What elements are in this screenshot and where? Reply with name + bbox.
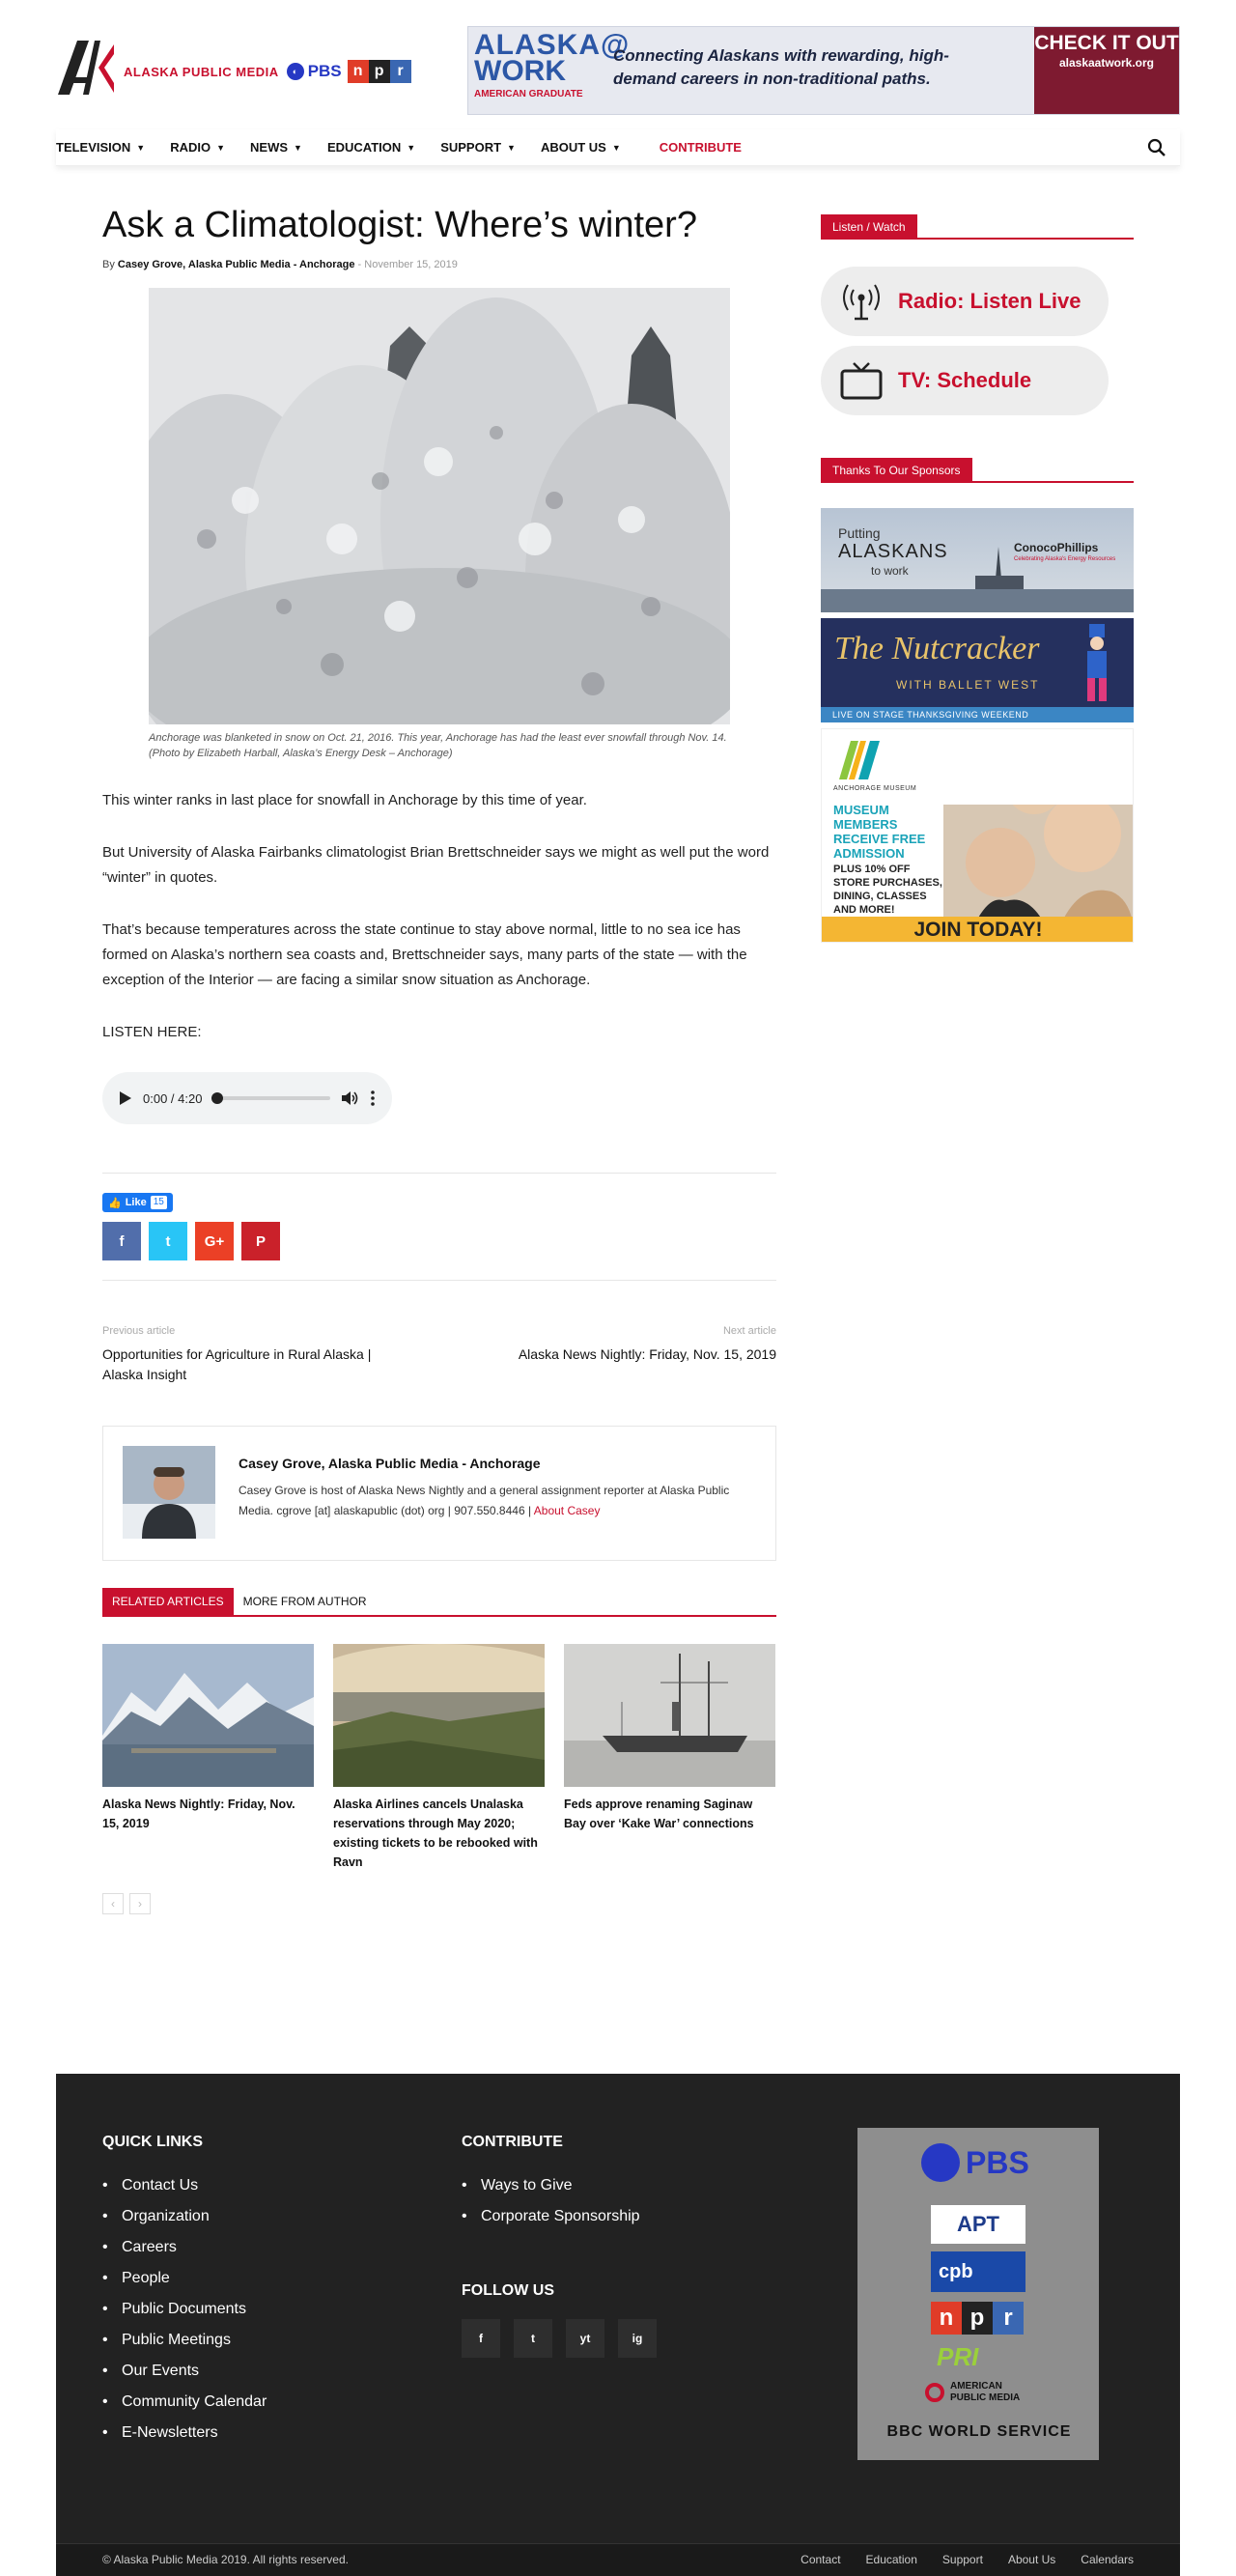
author-bio: Casey Grove is host of Alaska News Nightly and a general assignment reporter at Alaska Public Media. cgrove [at] alaskapublic (dot) org | 907.550.8446 | About Casey [239,1484,730,1517]
banner-brand: ALASKA@ WORK AMERICAN GRADUATE [474,29,631,99]
logo-wordmark: ALASKA PUBLIC MEDIA [124,64,279,79]
like-count: 15 [151,1196,167,1209]
related-pagination [102,1893,776,1914]
search-icon[interactable] [1147,138,1166,157]
listen-watch-heading: Listen / Watch [821,214,1134,240]
chevron-down-icon: ▼ [136,142,146,153]
facebook-like-button[interactable]: 👍 Like 15 [102,1193,173,1212]
listen-here-label: LISTEN HERE: [102,1024,202,1040]
banner-cta[interactable]: CHECK IT OUT alaskaatwork.org [1034,27,1179,115]
header-ad-banner[interactable] [467,26,1180,115]
related-article-title[interactable]: Alaska Airlines cancels Unalaska reservations through May 2020; existing tickets to be rebooked with Ravn [333,1798,538,1869]
pri-partner-logo[interactable]: PRI [937,2342,979,2371]
radio-antenna-icon [840,282,883,321]
footer-contribute [462,2134,657,2358]
related-articles [102,1644,776,1872]
author-name[interactable]: Casey Grove, Alaska Public Media - Anchorage [239,1456,541,1471]
tab-related-articles[interactable]: RELATED ARTICLES [102,1588,234,1615]
footer-link-people[interactable]: • People [102,2263,267,2294]
related-tabs [102,1590,776,1617]
pbs-logo: ◐ PBS [287,62,342,81]
article-title: Ask a Climatologist: Where’s winter? [102,205,697,245]
previous-article-link[interactable]: Opportunities for Agriculture in Rural Alaska | Alaska Insight [102,1346,372,1382]
bbc-partner-logo[interactable]: BBC WORLD SERVICE [886,2423,1072,2440]
related-article-title[interactable]: Alaska News Nightly: Friday, Nov. 15, 2019 [102,1798,295,1830]
related-thumbnail-mountains[interactable] [102,1644,314,1787]
nutcracker-figure-illustration [1068,620,1126,707]
more-options-icon[interactable] [371,1090,375,1106]
chevron-down-icon: ▼ [294,142,302,153]
google-plus-share-button[interactable]: G+ [195,1222,234,1260]
facebook-icon[interactable]: f [462,2319,500,2358]
partner-logos [857,2128,1099,2460]
chevron-down-icon: ▼ [407,142,416,153]
footer-bottom-links [801,2553,1134,2566]
sponsor-ad-anchorage-museum[interactable]: ANCHORAGE MUSEUM MUSEUM MEMBERS RECEIVE FREE ADMISSION PLUS 10% OFF STORE PURCHASES, DINING, CLASSES AND MORE! JOIN TODAY! [821,728,1134,943]
apm-circle-icon [925,2383,944,2402]
volume-icon[interactable] [342,1090,359,1106]
author-avatar[interactable] [123,1446,215,1539]
npr-partner-logo[interactable]: n p r [931,2302,1024,2335]
pinterest-share-button[interactable]: P [241,1222,280,1260]
share-section [102,1174,776,1260]
related-article-title[interactable]: Feds approve renaming Saginaw Bay over ‘Kake War’ connections [564,1798,754,1830]
play-icon[interactable] [120,1091,131,1105]
next-article[interactable]: Next article Alaska News Nightly: Friday, Nov. 15, 2019 [467,1325,776,1385]
related-thumbnail-ship[interactable] [564,1644,775,1787]
main-nav [56,129,1180,166]
ak-logo-mark [56,39,116,97]
sponsor-ad-conocophillips[interactable]: Putting ALASKANS to work ConocoPhillips Celebrating Alaska's Energy Resources [821,508,1134,612]
audio-time: 0:00 / 4:20 [143,1090,203,1106]
site-footer [56,2074,1180,2576]
chevron-down-icon: ▼ [611,142,621,153]
nav-contribute[interactable]: CONTRIBUTE [659,140,742,155]
article-paragraph: That’s because temperatures across the state continue to stay above normal, little to no sea ice has formed on Alaska’s northern sea coasts and, Brettschneider says, many parts of the state — with the exception of the Interior — are facing a similar snow situation as Anchorage. [102,921,747,988]
bottom-link-education[interactable]: Education [865,2553,917,2566]
audio-seek-slider[interactable] [213,1096,330,1100]
youtube-icon[interactable]: yt [566,2319,604,2358]
image-caption: Anchorage was blanketed in snow on Oct. 21, 2016. This year, Anchorage has had the least ever snowfall through Nov. 14. (Photo by Elizabeth Harball, Alaska’s Energy Desk – Anchorage) [149,732,727,759]
article-navigation [102,1281,776,1385]
about-author-link[interactable]: About Casey [533,1504,601,1517]
apm-partner-logo[interactable]: AMERICAN PUBLIC MEDIA [925,2381,1037,2404]
article-paragraph: But University of Alaska Fairbanks climatologist Brian Brettschneider says we might as well put the word “winter” in quotes. [102,844,770,886]
audio-player [102,1072,392,1124]
anchorage-museum-logo [837,737,882,781]
sidebar [821,214,1134,943]
next-page-button[interactable]: › [129,1893,151,1914]
article-paragraph: This winter ranks in last place for snowfall in Anchorage by this time of year. [102,792,587,808]
pbs-head-icon [921,2143,960,2182]
sponsors-heading: Thanks To Our Sponsors [821,458,1134,483]
instagram-icon[interactable]: ig [618,2319,657,2358]
radio-listen-live-button[interactable]: Radio: Listen Live [821,267,1109,336]
publish-date: November 15, 2019 [364,259,458,270]
copyright: © Alaska Public Media 2019. All rights reserved. [102,2553,349,2566]
tab-more-from-author[interactable]: MORE FROM AUTHOR [242,1595,367,1608]
footer-link-organization[interactable]: • Organization [102,2201,267,2232]
prev-page-button[interactable]: ‹ [102,1893,124,1914]
related-article-card[interactable] [102,1644,314,1872]
byline-author[interactable]: Casey Grove, Alaska Public Media - Anchorage [117,259,355,270]
npr-logo: n p r [348,60,411,83]
pbs-head-icon: ◐ [287,63,304,80]
sponsor-ad-nutcracker[interactable]: The Nutcracker WITH BALLET WEST LIVE ON STAGE THANKSGIVING WEEKEND [821,618,1134,722]
bottom-link-contact[interactable]: Contact [801,2553,841,2566]
nav-about-us[interactable]: ABOUT US ▼ [540,140,621,155]
footer-link-public-meetings[interactable]: • Public Meetings [102,2325,267,2356]
nav-news[interactable]: NEWS ▼ [250,140,302,155]
footer-bottom-bar [56,2543,1180,2576]
cpb-partner-logo[interactable]: cpb [931,2251,1025,2292]
related-thumbnail-unalaska[interactable] [333,1644,545,1787]
quick-links-heading: QUICK LINKS [102,2134,203,2150]
footer-link-ways-to-give[interactable]: • Ways to Give [462,2170,657,2201]
seek-knob[interactable] [211,1092,223,1104]
related-article-card[interactable] [564,1644,775,1872]
article [102,203,776,1914]
bottom-link-about-us[interactable]: About Us [1007,2553,1056,2566]
tv-schedule-button[interactable]: TV: Schedule [821,346,1109,415]
chevron-down-icon: ▼ [507,142,516,153]
bottom-link-support[interactable]: Support [941,2553,983,2566]
twitter-icon[interactable]: t [514,2319,552,2358]
footer-link-community-calendar[interactable]: • Community Calendar [102,2387,267,2418]
footer-link-e-newsletters[interactable]: • E-Newsletters [102,2418,267,2449]
footer-link-public-documents[interactable]: • Public Documents [102,2294,267,2325]
next-article-link[interactable]: Alaska News Nightly: Friday, Nov. 15, 2019 [518,1346,776,1362]
apt-partner-logo[interactable]: APT [931,2205,1025,2244]
tv-icon [840,361,883,400]
author-box [102,1426,776,1561]
footer-link-our-events[interactable]: • Our Events [102,2356,267,2387]
related-article-card[interactable] [333,1644,545,1872]
social-share-buttons [102,1222,776,1260]
pbs-partner-logo[interactable]: PBS [921,2143,1029,2182]
chevron-down-icon: ▼ [216,142,226,153]
follow-us-heading: FOLLOW US [462,2282,554,2299]
previous-article[interactable]: Previous article Opportunities for Agriculture in Rural Alaska | Alaska Insight [102,1325,411,1385]
footer-link-corporate-sponsorship[interactable]: • Corporate Sponsorship [462,2201,657,2232]
nav-television[interactable]: TELEVISION ▼ [56,140,146,155]
social-follow-icons [462,2319,657,2358]
twitter-share-button[interactable]: t [149,1222,187,1260]
site-logo[interactable] [56,39,411,97]
snowy-trees-photo [149,288,730,724]
contribute-heading: CONTRIBUTE [462,2134,563,2150]
hero-image-snowy-trees [149,288,730,724]
site-header [56,0,1180,166]
thumbs-up-icon: 👍 [108,1197,122,1209]
footer-link-careers[interactable]: • Careers [102,2232,267,2263]
nav-radio[interactable]: RADIO ▼ [170,140,226,155]
banner-copy: Connecting Alaskans with rewarding, high-demand careers in non-traditional paths. [613,46,949,88]
drilling-rig-illustration [821,508,1134,612]
nav-education[interactable]: EDUCATION ▼ [326,140,416,155]
bottom-link-calendars[interactable]: Calendars [1081,2553,1134,2566]
facebook-share-button[interactable]: f [102,1222,141,1260]
join-today-button[interactable]: JOIN TODAY! [822,917,1134,943]
footer-quick-links [102,2134,267,2449]
nav-support[interactable]: SUPPORT ▼ [440,140,516,155]
byline: By Casey Grove, Alaska Public Media - Anchorage - November 15, 2019 [102,259,458,270]
footer-link-contact-us[interactable]: • Contact Us [102,2170,267,2201]
